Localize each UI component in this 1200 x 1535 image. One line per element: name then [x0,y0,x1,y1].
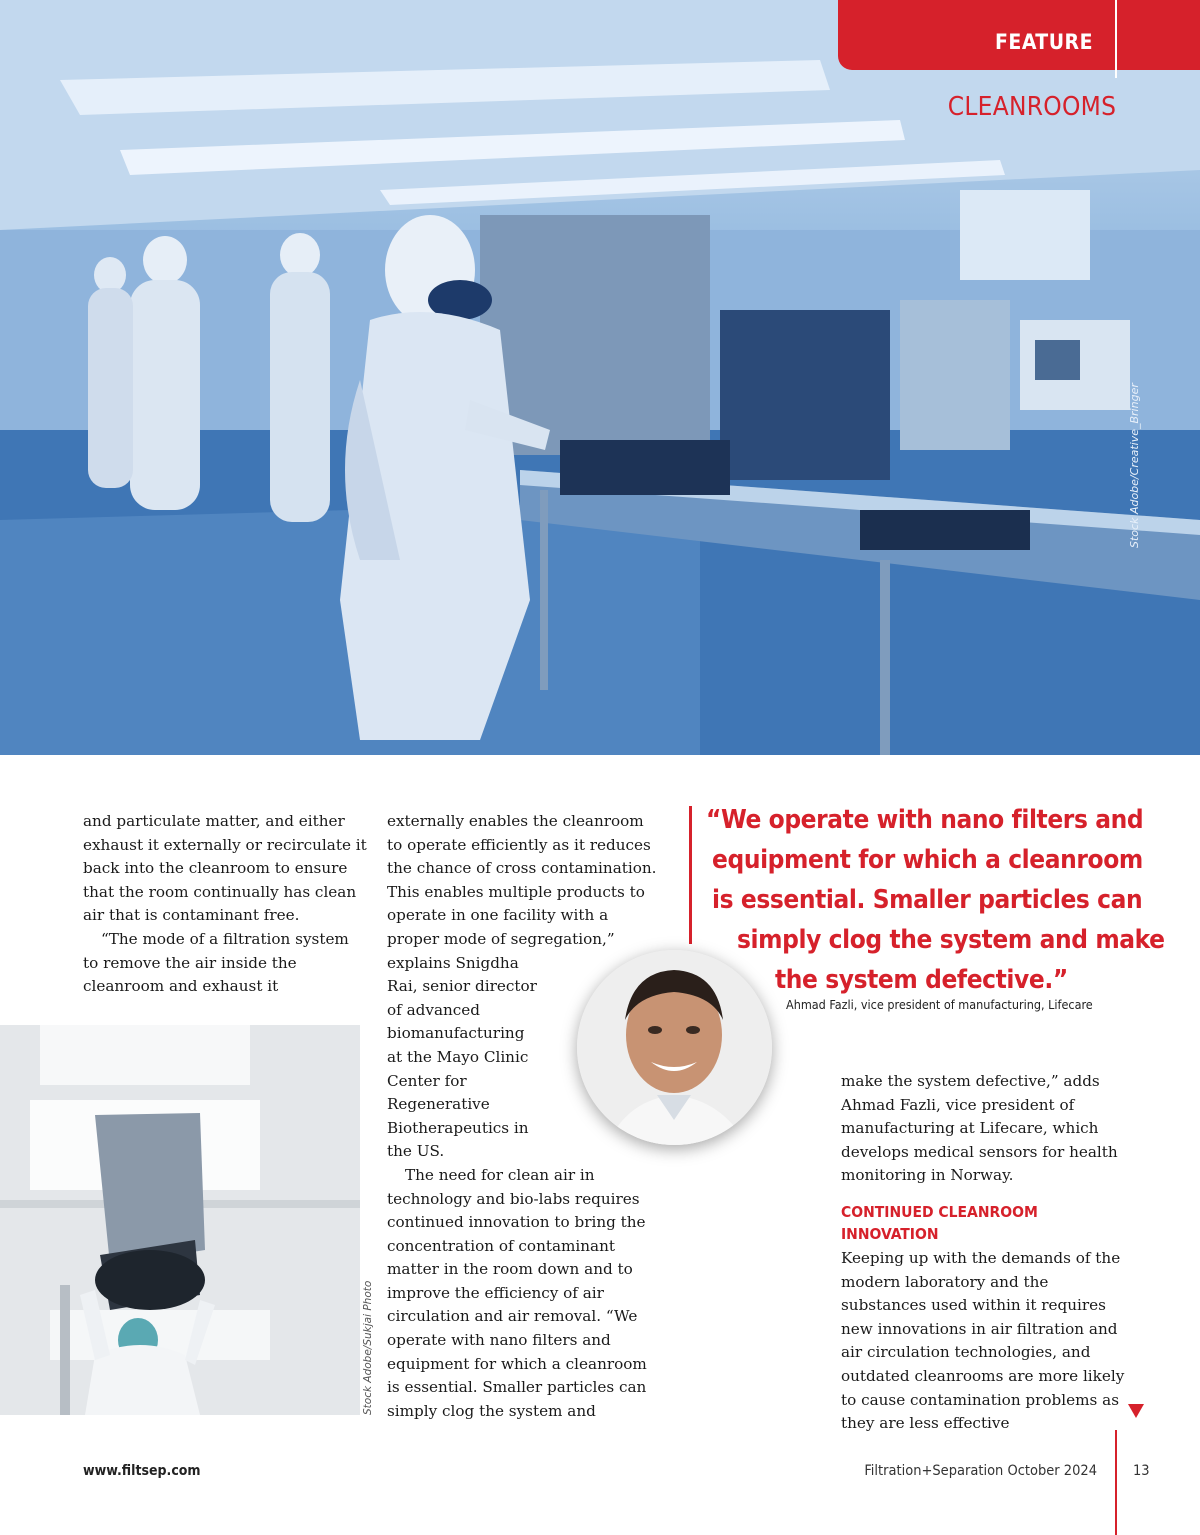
continued-arrow-icon [1128,1404,1144,1418]
subheading: CONTINUED CLEANROOM INNOVATION [841,1202,1038,1243]
paragraph: and particulate matter, and either exhaust it externally or recirculate it back into the cleanroom to ensure that the room continually has clean air that is contaminant free. [83,812,367,925]
footer-url[interactable]: www.filtsep.com [83,1463,201,1479]
column-1 [83,810,368,999]
paragraph: externally enables the cleanroom to operate efficiently as it reduces the chance of cross contamination. This enables multiple products to operate in one facility with a proper mode of segregation,” [387,812,657,948]
pullquote-attribution: Ahmad Fazli, vice president of manufacturing, Lifecare [786,997,1093,1012]
column-3 [841,1070,1131,1436]
footer-publication: Filtration+Separation October 2024 [864,1463,1097,1479]
portrait-illustration [577,950,772,1145]
pullquote-line: the system defective.” [775,965,1068,995]
portrait-ahmad-fazli [577,950,772,1145]
pullquote-line: “We operate with nano filters and [706,805,1144,835]
section-label: CLEANROOMS [947,92,1116,122]
paragraph: The need for clean air in technology and bio-labs requires continued innovation to bring the concentration of contaminant matter in the room down and to improve the efficiency of air circulation and air removal. “We operate with nano filters and equipment for which a cleanroom is essential. Smaller particles can simply clog the system and [387,1165,647,1420]
paragraph: explains Snigdha Rai, senior director of advanced biomanufacturing at the Mayo Clinic Center for Regenerative Biotherapeutics in the US. [387,953,537,1161]
photo-illustration [0,1025,360,1415]
pullquote-line: equipment for which a cleanroom [712,845,1143,875]
paragraph: “The mode of a filtration system to remove the air inside the cleanroom and exhaust it [83,929,349,996]
footer-divider [1115,1430,1117,1535]
pullquote-line: simply clog the system and make [737,925,1165,955]
pullquote-bar [689,806,692,944]
page-number: 13 [1133,1463,1150,1479]
paragraph: make the system defective,” adds Ahmad Fazli, vice president of manufacturing at Lifecare, which develops medical sensors for health monitoring in Norway. [841,1072,1118,1185]
pullquote-line: is essential. Smaller particles can [712,885,1143,915]
photo2-credit: Stock Adobe/Sukjai Photo [362,1280,374,1415]
header-divider [1115,0,1117,78]
hero-photo-credit: Stock Adobe/Creative_Bringer [1128,383,1141,548]
photo-filter-worker [0,1025,360,1415]
feature-label: FEATURE [995,30,1093,54]
pullquote [700,800,1165,1000]
paragraph: Keeping up with the demands of the modern laboratory and the substances used within it requires new innovations in air filtration and air circulation technologies, and outdated cleanrooms are more likely to cause contamination problems as they are less effective [841,1248,1125,1433]
hero-photo-cleanroom [0,0,1200,755]
